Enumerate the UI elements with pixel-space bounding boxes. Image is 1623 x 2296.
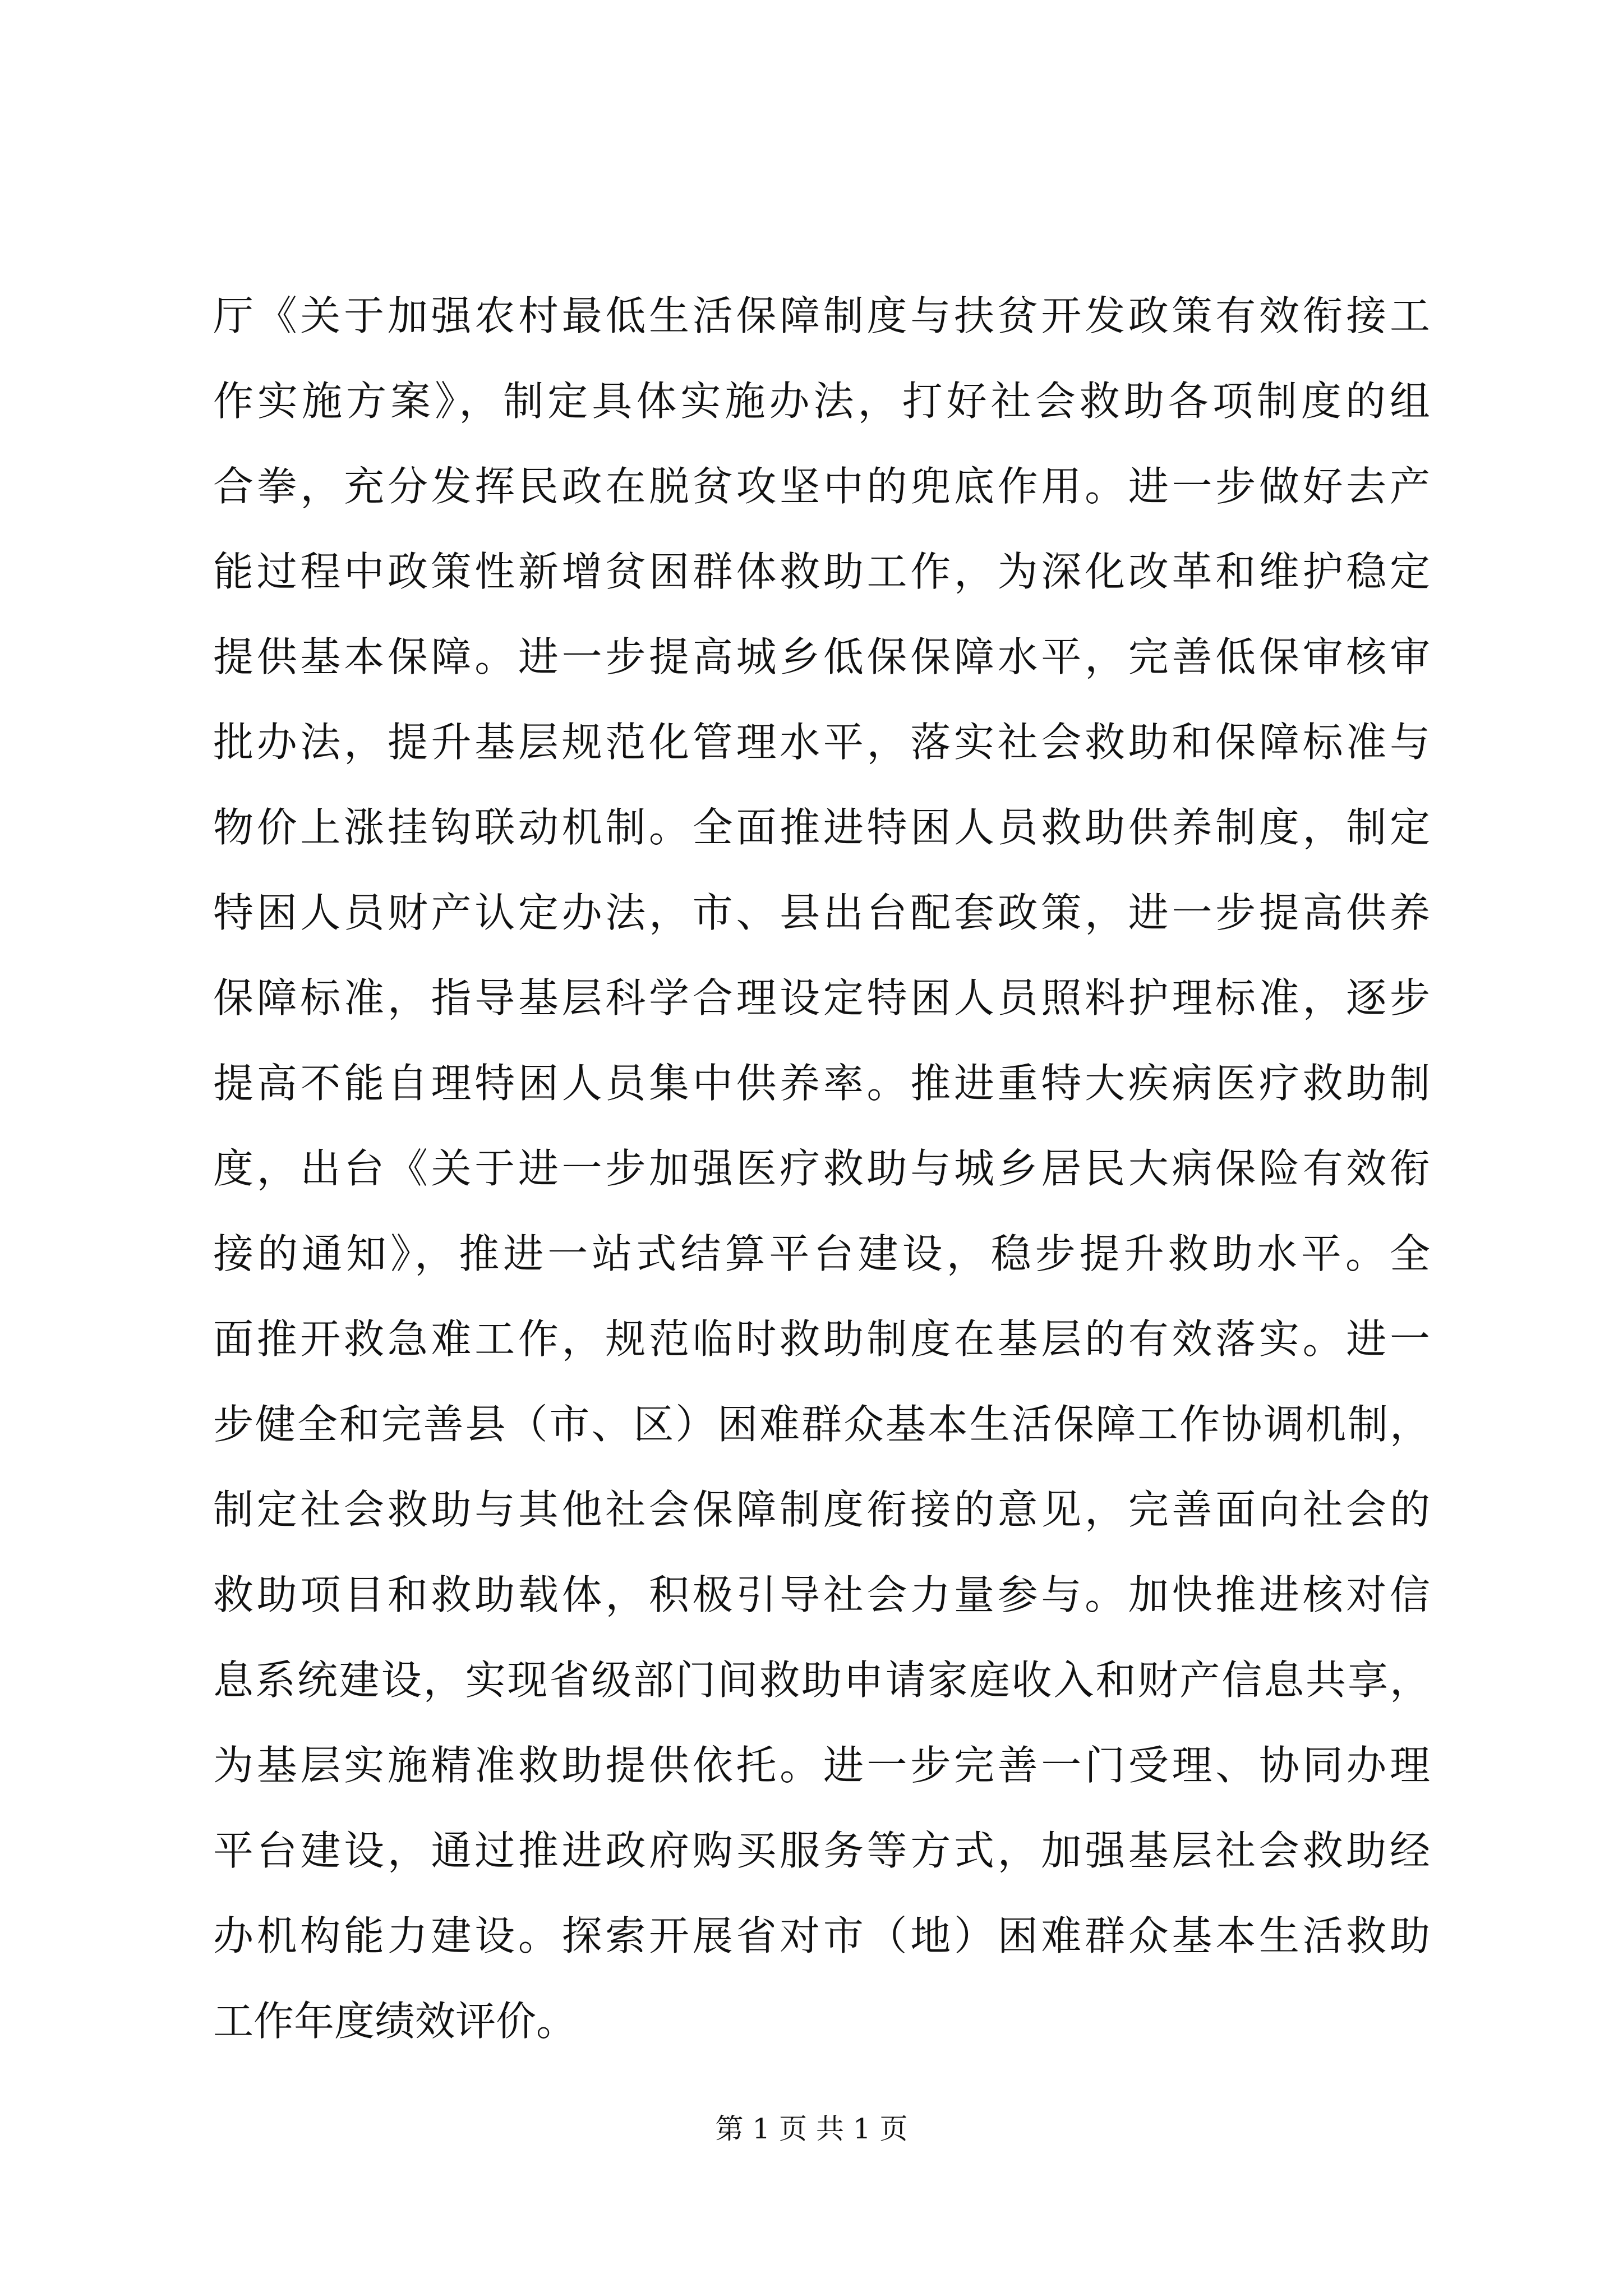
text-line: 度，出台《关于进一步加强医疗救助与城乡居民大病保险有效衔	[213, 1145, 1430, 1192]
text-line: 救助项目和救助载体，积极引导社会力量参与。加快推进核对信	[213, 1571, 1430, 1618]
text-line: 息系统建设，实现省级部门间救助申请家庭收入和财产信息共享，	[213, 1657, 1430, 1704]
text-line: 为基层实施精准救助提供依托。进一步完善一门受理、协同办理	[213, 1742, 1430, 1789]
text-line: 特困人员财产认定办法，市、县出台配套政策，进一步提高供养	[213, 889, 1430, 936]
text-line: 厅《关于加强农村最低生活保障制度与扶贫开发政策有效衔接工	[213, 292, 1430, 339]
text-line: 制定社会救助与其他社会保障制度衔接的意见，完善面向社会的	[213, 1486, 1430, 1533]
text-line: 批办法，提升基层规范化管理水平，落实社会救助和保障标准与	[213, 719, 1430, 766]
text-line: 物价上涨挂钩联动机制。全面推进特困人员救助供养制度，制定	[213, 804, 1430, 851]
page-number-label: 第 1 页 共 1 页	[715, 2113, 908, 2145]
text-line: 提供基本保障。进一步提高城乡低保保障水平，完善低保审核审	[213, 633, 1430, 680]
text-line: 合拳，充分发挥民政在脱贫攻坚中的兜底作用。进一步做好去产	[213, 463, 1430, 510]
text-line: 作实施方案》，制定具体实施办法，打好社会救助各项制度的组	[213, 378, 1430, 425]
text-line-last: 工作年度绩效评价。	[213, 1998, 577, 2045]
text-line: 提高不能自理特困人员集中供养率。推进重特大疾病医疗救助制	[213, 1060, 1430, 1107]
text-line: 步健全和完善县（市、区）困难群众基本生活保障工作协调机制，	[213, 1401, 1430, 1448]
page-footer	[0, 2109, 1623, 2148]
text-line: 办机构能力建设。探索开展省对市（地）困难群众基本生活救助	[213, 1912, 1430, 1959]
text-line: 接的通知》，推进一站式结算平台建设，稳步提升救助水平。全	[213, 1230, 1430, 1277]
text-line: 保障标准，指导基层科学合理设定特困人员照料护理标准，逐步	[213, 974, 1430, 1022]
document-body	[213, 273, 1430, 2064]
text-line: 面推开救急难工作，规范临时救助制度在基层的有效落实。进一	[213, 1315, 1430, 1363]
text-line: 能过程中政策性新增贫困群体救助工作，为深化改革和维护稳定	[213, 548, 1430, 595]
text-line: 平台建设，通过推进政府购买服务等方式，加强基层社会救助经	[213, 1827, 1430, 1874]
